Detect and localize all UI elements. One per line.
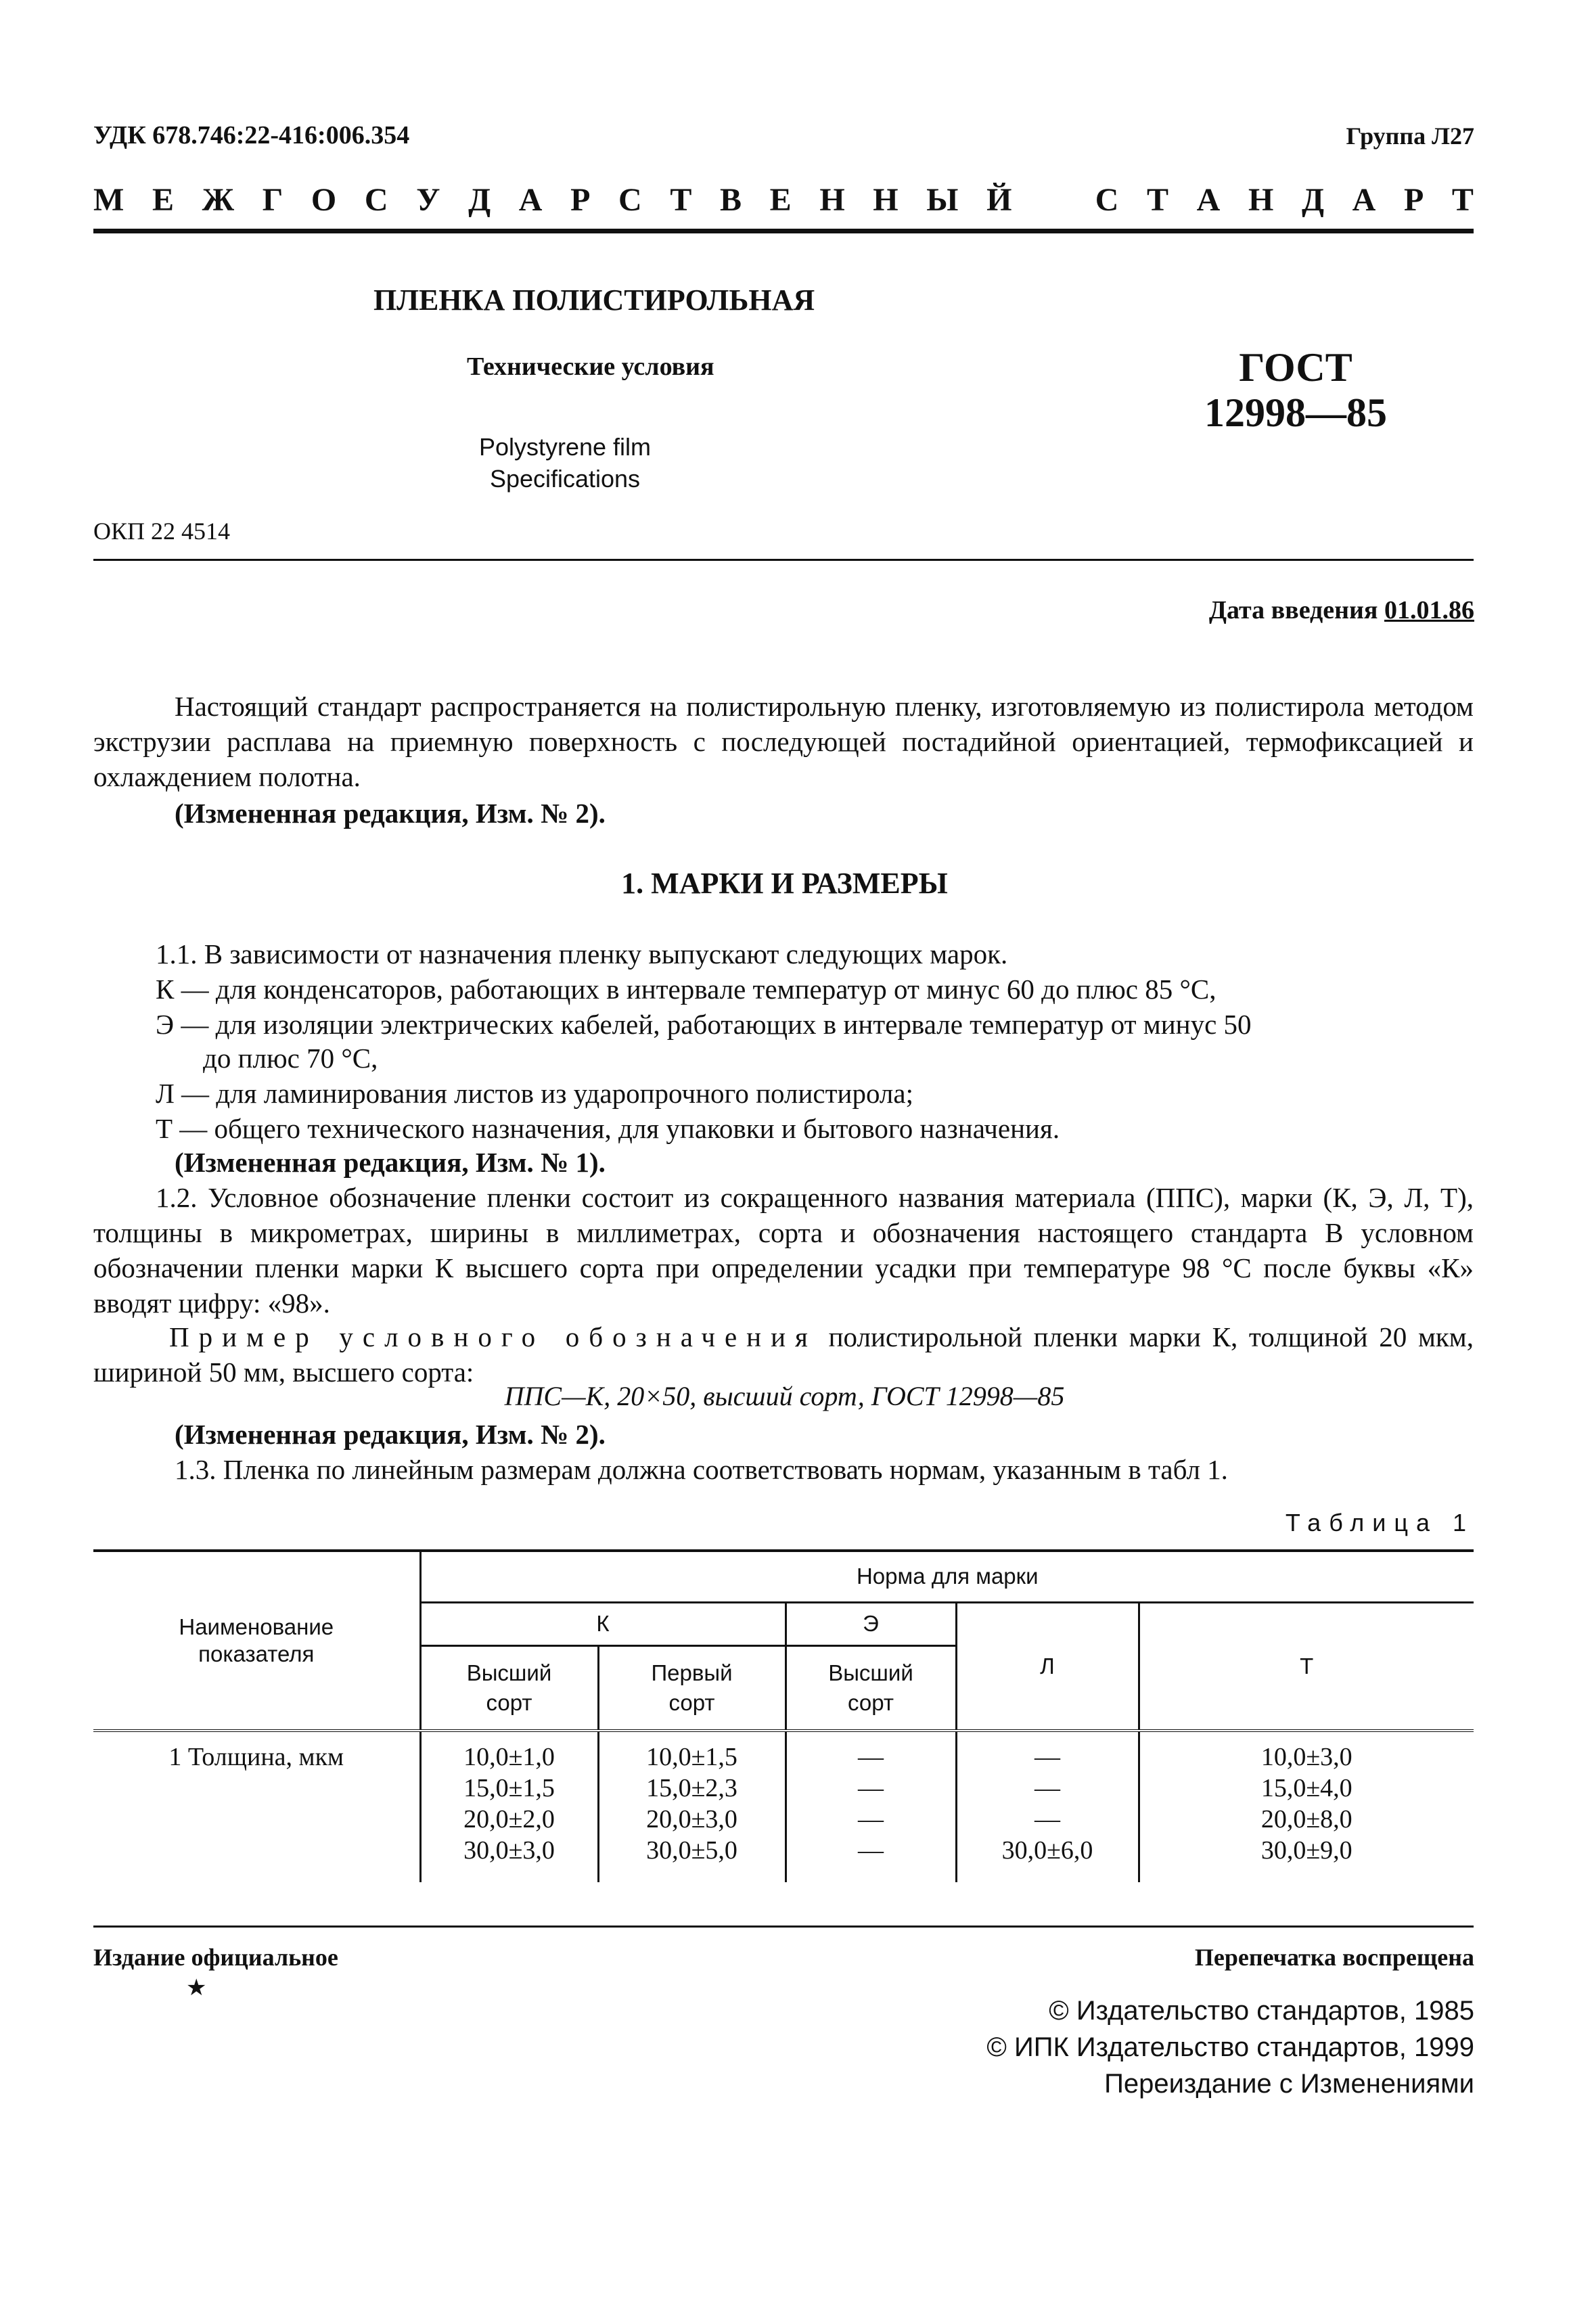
header-k-high: Высший сорт xyxy=(420,1645,598,1731)
cell-e-high xyxy=(786,1731,956,1882)
table-value: — xyxy=(858,1805,884,1833)
cell-k-high xyxy=(420,1731,598,1882)
banner-letter: М xyxy=(93,182,124,218)
table-value: 20,0±3,0 xyxy=(646,1805,737,1833)
cell-l xyxy=(956,1731,1139,1882)
header-k-first: Первый сорт xyxy=(598,1645,786,1731)
banner-letter: Т xyxy=(1147,182,1169,218)
mark-k-line: К — для конденсаторов, работающих в интервале температур от минус 60 до плюс 85 °С, xyxy=(156,974,1216,1005)
banner-letter: Т xyxy=(1451,182,1474,218)
header-mark-t: Т xyxy=(1139,1602,1474,1731)
banner-letter: А xyxy=(1352,182,1376,218)
example-designation: ППС—К, 20×50, высший сорт, ГОСТ 12998—85 xyxy=(504,1381,1065,1411)
mark-l-line: Л — для ламинирования листов из ударопрочного полистирола; xyxy=(156,1078,913,1109)
paragraph-1-1: 1.1. В зависимости от назначения пленку выпускают следующих марок. xyxy=(156,938,1008,970)
document-subtitle: Технические условия xyxy=(467,352,714,381)
banner-letter: Н xyxy=(1248,182,1274,218)
banner-letter: Д xyxy=(468,182,491,218)
example-paragraph xyxy=(93,1319,1474,1390)
footer-rule xyxy=(93,1926,1474,1928)
date-value: 01.01.86 xyxy=(1384,596,1474,624)
reissue-note: Переиздание с Изменениями xyxy=(1104,2069,1474,2099)
intro-paragraph: Настоящий стандарт распространяется на полистирольную пленку, изготовляемую из полистирола методом экструзии расплава на приемную поверхность с последующей постадийной ориентацией, термофиксацией и охлаждением полотна. xyxy=(93,691,1474,792)
table-value: — xyxy=(1034,1805,1060,1833)
english-title-block xyxy=(447,432,683,495)
table-value: 10,0±1,0 xyxy=(463,1743,555,1771)
table-value: — xyxy=(1034,1743,1060,1771)
banner-letter: А xyxy=(518,182,543,218)
amendment-1: (Измененная редакция, Изм. № 1). xyxy=(175,1147,606,1178)
banner-letter: Р xyxy=(570,182,591,218)
table-caption: Таблица 1 xyxy=(1285,1509,1474,1536)
example-text: полистирольной пленки марки К, толщиной 20 мкм, шириной 50 мм, высшего сорта: xyxy=(93,1321,1474,1388)
banner-rule xyxy=(93,229,1474,233)
table-value: 10,0±1,5 xyxy=(646,1743,737,1771)
banner-letter: Й xyxy=(986,182,1012,218)
table-value: — xyxy=(858,1836,884,1865)
group-code: Группа Л27 xyxy=(1346,122,1474,150)
title-rule xyxy=(93,559,1474,561)
header-mark-e: Э xyxy=(786,1602,956,1645)
banner-letter: Н xyxy=(873,182,899,218)
cell-t xyxy=(1139,1731,1474,1882)
table-value: 30,0±9,0 xyxy=(1260,1836,1352,1865)
banner-letter: А xyxy=(1196,182,1221,218)
header-mark-l: Л xyxy=(956,1602,1139,1731)
table-value: 10,0±3,0 xyxy=(1260,1743,1352,1771)
mark-t-line: Т — общего технического назначения, для упаковки и бытового назначения. xyxy=(156,1113,1060,1144)
header-mark-k: К xyxy=(420,1602,786,1645)
table-value: — xyxy=(858,1774,884,1802)
banner-letter: Д xyxy=(1301,182,1324,218)
section-heading: 1. МАРКИ И РАЗМЕРЫ xyxy=(621,867,948,900)
gost-number: 12998—85 xyxy=(1204,390,1387,436)
amendment-2: (Измененная редакция, Изм. № 2). xyxy=(175,1419,606,1450)
table-value: 15,0±4,0 xyxy=(1260,1774,1352,1802)
table-value: 20,0±2,0 xyxy=(463,1805,555,1833)
gost-label: ГОСТ xyxy=(1239,345,1352,390)
row-label-thickness: 1 Толщина, мкм xyxy=(168,1743,344,1771)
reprint-prohibited-label: Перепечатка воспрещена xyxy=(1194,1944,1474,1971)
introduction-date xyxy=(1209,595,1474,625)
table-value: — xyxy=(1034,1774,1060,1802)
standard-banner xyxy=(93,181,1474,219)
official-edition-label: Издание официальное xyxy=(93,1944,338,1971)
gost-designation xyxy=(1204,345,1387,436)
banner-letter: О xyxy=(311,182,337,218)
udk-code: УДК 678.746:22-416:006.354 xyxy=(93,121,410,150)
copyright-1985: © Издательство стандартов, 1985 xyxy=(1049,1996,1474,2026)
table-value: — xyxy=(858,1743,884,1771)
table-value: 30,0±6,0 xyxy=(1001,1836,1093,1865)
table-1 xyxy=(93,1549,1474,1882)
banner-letter: Т xyxy=(670,182,692,218)
banner-gap xyxy=(1040,181,1067,219)
date-label: Дата введения xyxy=(1208,596,1378,624)
english-subtitle: Specifications xyxy=(489,464,641,493)
header-indicator-name: Наименование показателя xyxy=(93,1551,420,1731)
table-value: 15,0±2,3 xyxy=(646,1774,737,1802)
example-label: Пример условного обозначения xyxy=(169,1321,817,1352)
banner-letter: С xyxy=(1095,182,1119,218)
english-title: Polystyrene film xyxy=(478,433,652,461)
banner-letter: С xyxy=(364,182,388,218)
banner-letter: Н xyxy=(819,182,845,218)
banner-letter: Е xyxy=(769,182,792,218)
copyright-1999: © ИПК Издательство стандартов, 1999 xyxy=(986,2032,1474,2062)
banner-letter: В xyxy=(720,182,742,218)
mark-e-line: Э — для изоляции электрических кабелей, работающих в интервале температур от минус 50 xyxy=(156,1009,1252,1040)
cell-k-first xyxy=(598,1731,786,1882)
table-value: 15,0±1,5 xyxy=(463,1774,555,1802)
document-title: ПЛЕНКА ПОЛИСТИРОЛЬНАЯ xyxy=(373,283,815,317)
mark-e-continued: до плюс 70 °С, xyxy=(203,1043,378,1074)
table-value: 30,0±5,0 xyxy=(646,1836,737,1865)
banner-letter: У xyxy=(416,182,440,218)
header-e-high: Высший сорт xyxy=(786,1645,956,1731)
star-icon: ★ xyxy=(186,1976,207,2001)
banner-letter: Г xyxy=(262,182,283,218)
paragraph-1-2: 1.2. Условное обозначение пленки состоит из сокращенного названия материала (ППС), марки (К, Э, Л, Т), толщины в микрометрах, ширины в миллиметрах, сорта и обозначения настоящего стандарта В условном обозначении пленки марки К высшего сорта при определении усадки при температуре 98 °С после буквы «К» вводят цифру: «98». xyxy=(93,1182,1474,1319)
banner-letter: Ж xyxy=(202,182,235,218)
header-norm: Норма для марки xyxy=(420,1551,1474,1602)
banner-letter: Р xyxy=(1403,182,1424,218)
table-value: 20,0±8,0 xyxy=(1260,1805,1352,1833)
banner-letter: С xyxy=(618,182,642,218)
intro-amendment: (Измененная редакция, Изм. № 2). xyxy=(175,798,606,829)
table-value: 30,0±3,0 xyxy=(463,1836,555,1865)
paragraph-1-3: 1.3. Пленка по линейным размерам должна соответствовать нормам, указанным в табл 1. xyxy=(175,1454,1228,1485)
banner-letter: Ы xyxy=(926,182,959,218)
okp-code: ОКП 22 4514 xyxy=(93,518,231,545)
banner-letter: Е xyxy=(152,182,174,218)
